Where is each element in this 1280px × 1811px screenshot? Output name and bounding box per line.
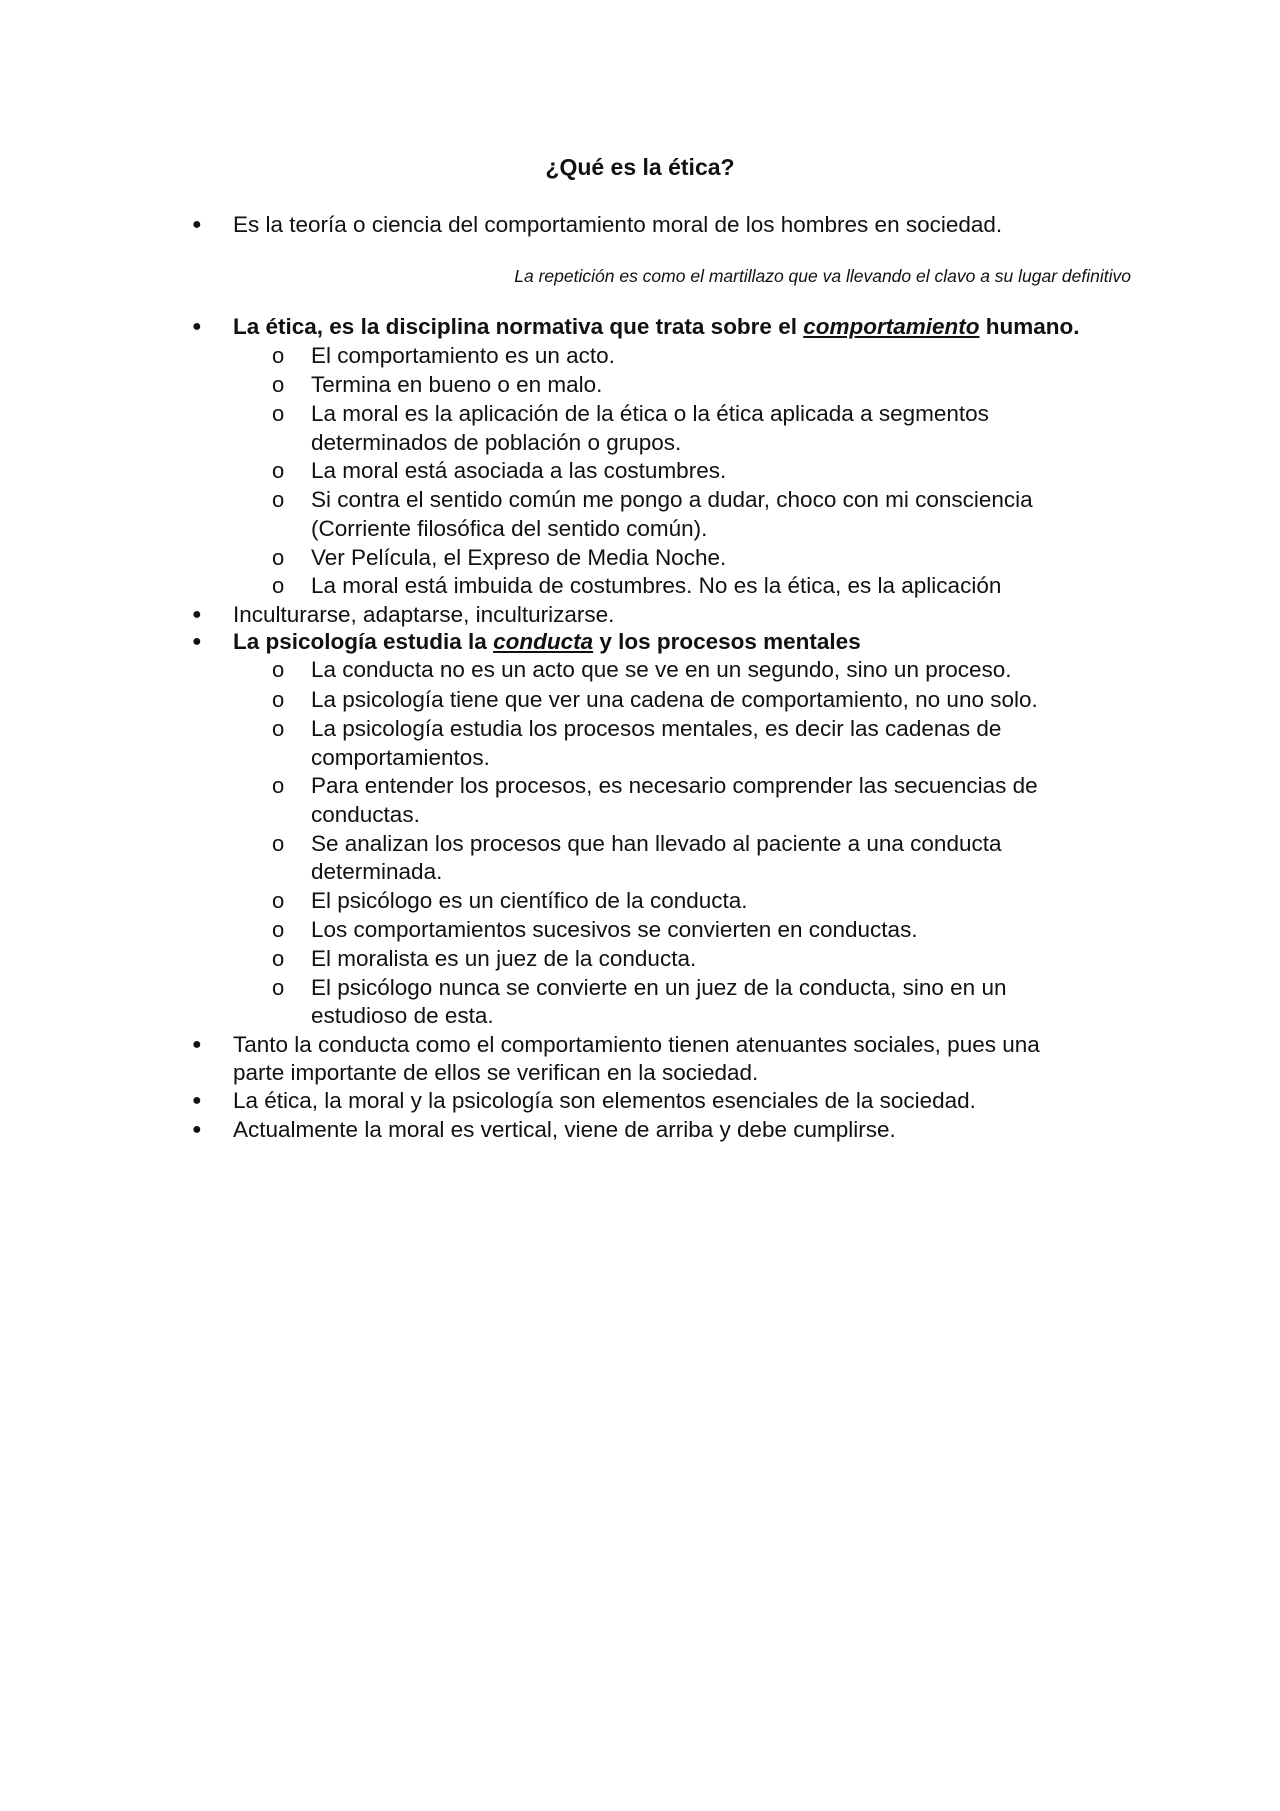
sub-bullet-icon: o — [272, 773, 285, 798]
heading-text: y los procesos mentales — [593, 629, 861, 654]
sub-bullet-icon: o — [272, 716, 285, 741]
heading-text: humano. — [979, 314, 1080, 339]
sub-item-text: La moral es la aplicación de la ética o la ética aplicada a segmentos — [311, 401, 989, 426]
sub-item-text: Si contra el sentido común me pongo a dudar, choco con mi consciencia — [311, 487, 1033, 512]
sub-item-text: conductas. — [311, 802, 420, 827]
bullet-icon: ● — [192, 1092, 202, 1109]
bullet-icon: ● — [192, 318, 202, 335]
sub-bullet-icon: o — [272, 545, 285, 570]
sub-item-text: comportamientos. — [311, 745, 490, 770]
list-item-text: Inculturarse, adaptarse, inculturizarse. — [233, 602, 615, 627]
sub-bullet-icon: o — [272, 401, 285, 426]
sub-bullet-icon: o — [272, 372, 285, 397]
sub-item-text: La conducta no es un acto que se ve en un segundo, sino un proceso. — [311, 657, 1012, 682]
sub-item-text: El psicólogo es un científico de la conducta. — [311, 888, 748, 913]
sub-bullet-icon: o — [272, 487, 285, 512]
sub-bullet-icon: o — [272, 687, 285, 712]
sub-item-text: Termina en bueno o en malo. — [311, 372, 603, 397]
sub-bullet-icon: o — [272, 888, 285, 913]
sub-bullet-icon: o — [272, 343, 285, 368]
list-item-text: Tanto la conducta como el comportamiento tienen atenuantes sociales, pues una — [233, 1032, 1040, 1057]
sub-item-text: Se analizan los procesos que han llevado al paciente a una conducta — [311, 831, 1002, 856]
sub-bullet-icon: o — [272, 458, 285, 483]
list-item-text: Es la teoría o ciencia del comportamiento moral de los hombres en sociedad. — [233, 212, 1003, 237]
heading-text: La ética, es la disciplina normativa que trata sobre el — [233, 314, 804, 339]
sub-item-text: (Corriente filosófica del sentido común). — [311, 516, 708, 541]
list-item-text: La ética, la moral y la psicología son elementos esenciales de la sociedad. — [233, 1088, 976, 1113]
sub-item-text: La moral está asociada a las costumbres. — [311, 458, 727, 483]
sub-bullet-icon: o — [272, 975, 285, 1000]
sub-item-text: determinada. — [311, 859, 443, 884]
heading-emphasis: conducta — [493, 629, 594, 654]
bullet-icon: ● — [192, 633, 202, 650]
sub-item-text: Para entender los procesos, es necesario comprender las secuencias de — [311, 773, 1038, 798]
sub-item-text: La psicología tiene que ver una cadena de comportamiento, no uno solo. — [311, 687, 1038, 712]
bullet-icon: ● — [192, 606, 202, 623]
sub-item-text: El moralista es un juez de la conducta. — [311, 946, 697, 971]
section-heading — [233, 628, 861, 657]
sub-item-text: El psicólogo nunca se convierte en un juez de la conducta, sino en un — [311, 975, 1007, 1000]
bullet-icon: ● — [192, 1036, 202, 1053]
heading-emphasis: comportamiento — [803, 314, 980, 339]
heading-text: La psicología estudia la — [233, 629, 494, 654]
sub-bullet-icon: o — [272, 831, 285, 856]
bullet-icon: ● — [192, 1121, 202, 1138]
sub-item-text: La moral está imbuida de costumbres. No es la ética, es la aplicación — [311, 573, 1002, 598]
sub-item-text: Ver Película, el Expreso de Media Noche. — [311, 545, 727, 570]
sub-bullet-icon: o — [272, 917, 285, 942]
sub-item-text: El comportamiento es un acto. — [311, 343, 615, 368]
bullet-icon: ● — [192, 216, 202, 233]
section-heading — [233, 313, 1079, 342]
list-item-text: parte importante de ellos se verifican en la sociedad. — [233, 1060, 759, 1085]
quote: La repetición es como el martillazo que va llevando el clavo a su lugar definitivo — [514, 266, 1131, 286]
page-title: ¿Qué es la ética? — [545, 154, 735, 180]
sub-bullet-icon: o — [272, 573, 285, 598]
sub-item-text: determinados de población o grupos. — [311, 430, 682, 455]
sub-item-text: La psicología estudia los procesos mentales, es decir las cadenas de — [311, 716, 1002, 741]
sub-item-text: Los comportamientos sucesivos se convierten en conductas. — [311, 917, 918, 942]
sub-bullet-icon: o — [272, 657, 285, 682]
sub-bullet-icon: o — [272, 946, 285, 971]
sub-item-text: estudioso de esta. — [311, 1003, 494, 1028]
list-item-text: Actualmente la moral es vertical, viene de arriba y debe cumplirse. — [233, 1117, 896, 1142]
